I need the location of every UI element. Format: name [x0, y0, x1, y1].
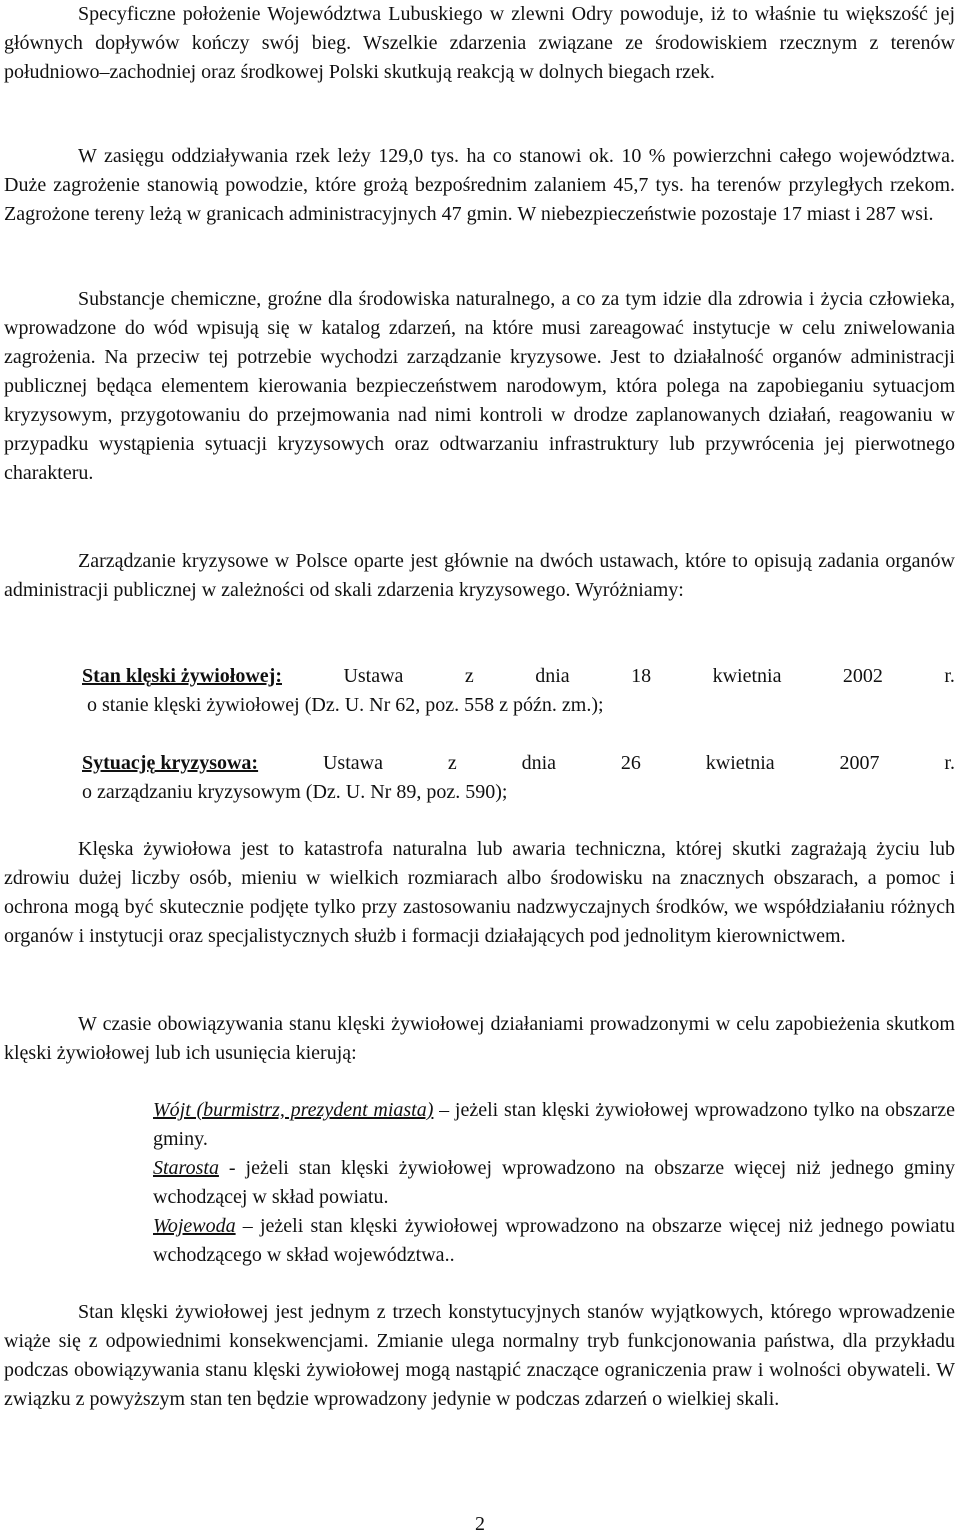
paragraph-authorities-intro: W czasie obowiązywania stanu klęski żywiołowej działaniami prowadzonymi w celu zapobieżenia skutkom klęski żywiołowej lub ich usunięcia kierują: [4, 1013, 955, 1064]
paragraph-legal-basis: Zarządzanie kryzysowe w Polsce oparte jest głównie na dwóch ustawach, które to opisują zadania organów administracji publicznej w zależności od skali zdarzenia kryzysowego. Wyróżniamy: [4, 550, 955, 601]
list-item: Wójt (burmistrz, prezydent miasta) – jeżeli stan klęski żywiołowej wprowadzono tylko na obszarze gminy. [153, 1099, 955, 1150]
law-line: Stan klęski żywiołowej: Ustawa z dnia 18 kwietnia 2002 r. [82, 662, 955, 691]
page-number: 2 [475, 1513, 485, 1535]
authorities-list [153, 1096, 955, 1270]
law-title: Stan klęski żywiołowej: [82, 665, 282, 687]
law-entry-crisis-situation [82, 749, 955, 807]
paragraph-disaster-definition: Klęska żywiołowa jest to katastrofa naturalna lub awaria techniczna, której skutki zagrażają życiu lub zdrowiu dużej liczby osób, mieniu w wielkich rozmiarach albo środowisku na znacznych obszarach, a pomoc i ochrona mogą być skutecznie podjęte tylko przy zastosowaniu nadzwyczajnych środków, we współdziałaniu różnych organów i instytucji oraz specjalistycznych służb i formacji działających pod jednolitym kierownictwem. [4, 838, 955, 947]
paragraph-flood-risk: W zasięgu oddziaływania rzek leży 129,0 tys. ha co stanowi ok. 10 % powierzchni całego województwa. Duże zagrożenie stanowią powodzie, które grożą bezpośrednim zalaniem 45,7 tys. ha terenów przyległych rzekom. Zagrożone tereny leżą w granicach administracyjnych 47 gmin. W niebezpieczeństwie pozostaje 17 miast i 287 wsi. [4, 145, 955, 225]
authority-role: Starosta [153, 1157, 219, 1179]
paragraph-crisis-management: Substancje chemiczne, groźne dla środowiska naturalnego, a co za tym idzie dla zdrowia i życia człowieka, wprowadzone do wód wpisują się w katalog zdarzeń, na które musi zareagować instytucje w celu zniwelowania zagrożenia. Na przeciw tej potrzebie wychodzi zarządzanie kryzysowe. Jest to działalność organów administracji publicznej będąca elementem kierowania bezpieczeństwem narodowym, która polega na zapobieganiu sytuacjom kryzysowym, przygotowaniu do przejmowania nad nimi kontroli w drodze zaplanowanych działań, reagowaniu w przypadku wystąpienia sytuacji kryzysowych oraz odtwarzaniu infrastruktury lub przywrócenia jej pierwotnego charakteru. [4, 288, 955, 484]
authority-role: Wójt (burmistrz, prezydent miasta) [153, 1099, 434, 1121]
list-item: Wojewoda – jeżeli stan klęski żywiołowej wprowadzono na obszarze więcej niż jednego powiatu wchodzącego w skład województwa.. [153, 1215, 955, 1266]
law-citation: o stanie klęski żywiołowej (Dz. U. Nr 62, poz. 558 z późn. zm.); [82, 694, 604, 716]
law-line: Sytuację kryzysowa: Ustawa z dnia 26 kwietnia 2007 r. [82, 749, 955, 778]
list-item: Starosta - jeżeli stan klęski żywiołowej wprowadzono na obszarze więcej niż jednego gminy wchodzącej w skład powiatu. [153, 1157, 955, 1208]
law-citation: o zarządzaniu kryzysowym (Dz. U. Nr 89, poz. 590); [82, 781, 508, 803]
authority-role: Wojewoda [153, 1215, 236, 1237]
law-entry-natural-disaster [82, 662, 955, 720]
law-title: Sytuację kryzysowa: [82, 752, 259, 774]
paragraph-constitutional-state: Stan klęski żywiołowej jest jednym z trzech konstytucyjnych stanów wyjątkowych, którego wprowadzenie wiąże się z odpowiednimi konsekwencjami. Zmianie ulega normalny tryb funkcjonowania państwa, dla przykładu podczas obowiązywania stanu klęski żywiołowej mogą nastąpić znaczące ograniczenia praw i wolności obywateli. W związku z powyższym stan ten będzie wprowadzony jedynie w podczas zdarzeń o wielkiej skali. [4, 1301, 955, 1410]
paragraph-odra-basin: Specyficzne położenie Województwa Lubuskiego w zlewni Odry powoduje, iż to właśnie tu większość jej głównych dopływów kończy swój bieg. Wszelkie zdarzenia związane ze środowiskiem rzecznym z terenów południowo–zachodniej oraz środkowej Polski skutkują reakcją w dolnych biegach rzek. [4, 3, 955, 83]
